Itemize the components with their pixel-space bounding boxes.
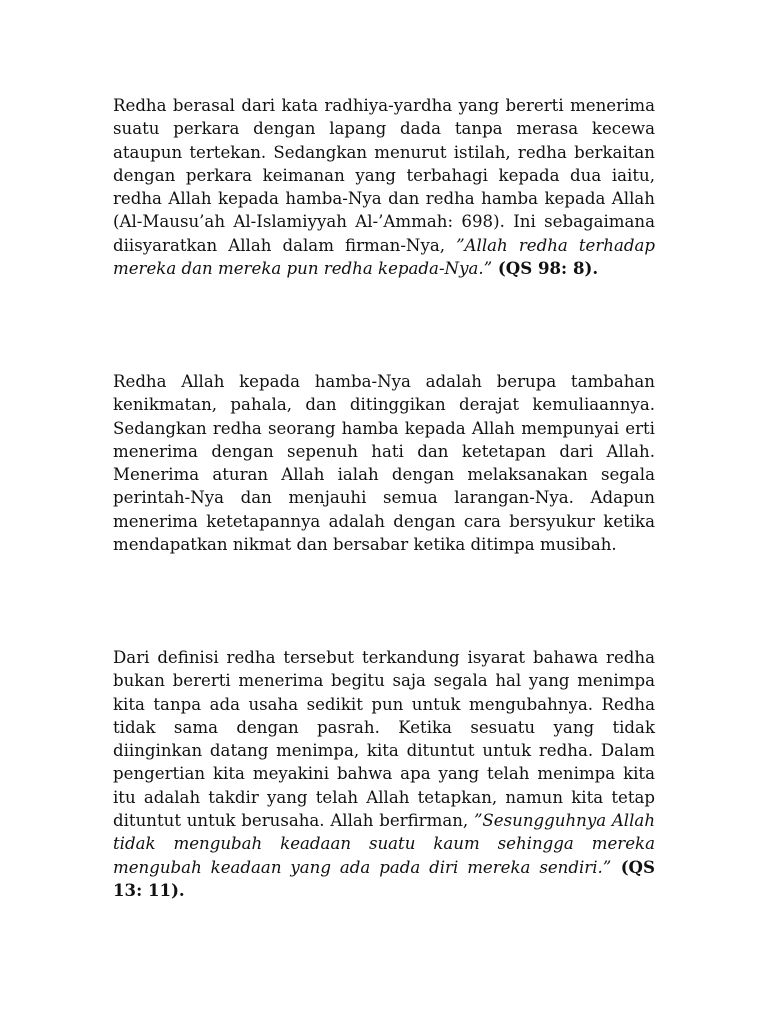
quran-reference: (QS 98: 8).	[492, 258, 599, 279]
quran-reference: (QS 13: 11).	[113, 856, 655, 900]
paragraph-definition	[113, 94, 655, 280]
paragraph-text: Dari definisi redha tersebut terkandung isyarat bahawa redha bukan bererti menerima begitu saja segala hal yang menimpa kita tanpa ada usaha sedikit pun untuk mengubahnya. Redha tidak sama dengan pasrah. Ketika sesuatu yang tidak diinginkan datang menimpa, kita dituntut untuk redha. Dalam pengertian kita meyakini bahwa apa yang telah menimpa kita itu adalah takdir yang telah Allah tetapkan, namun kita tetap dituntut untuk berusaha. Allah berfirman,	[113, 648, 655, 831]
paragraph-implication	[113, 646, 655, 902]
quran-quote: ”Sesungguhnya Allah tidak mengubah keadaan suatu kaum sehingga mereka mengubah keadaan yang ada pada diri mereka sendiri.”	[113, 811, 656, 877]
paragraph-text: Redha berasal dari kata radhiya-yardha yang bererti menerima suatu perkara dengan lapang dada tanpa merasa kecewa ataupun tertekan. Sedangkan menurut istilah, redha berkaitan dengan perkara keimanan yang terbahagi kepada dua iaitu, redha Allah kepada hamba-Nya dan redha hamba kepada Allah (Al-Mausu’ah Al-Islamiyyah Al-’Ammah: 698). Ini sebagaimana diisyaratkan Allah dalam firman-Nya,	[113, 96, 655, 255]
paragraph-text: Redha Allah kepada hamba-Nya adalah berupa tambahan kenikmatan, pahala, dan ditinggikan derajat kemuliaannya. Sedangkan redha seorang hamba kepada Allah mempunyai erti menerima dengan sepenuh hati dan ketetapan dari Allah. Menerima aturan Allah ialah dengan melaksanakan segala perintah-Nya dan menjauhi semua larangan-Nya. Adapun menerima ketetapannya adalah dengan cara bersyukur ketika mendapatkan nikmat dan bersabar ketika ditimpa musibah.	[113, 372, 655, 555]
quran-quote: ”Allah redha terhadap mereka dan mereka pun redha kepada-Nya.”	[113, 235, 655, 279]
paragraph-meaning	[113, 370, 655, 556]
